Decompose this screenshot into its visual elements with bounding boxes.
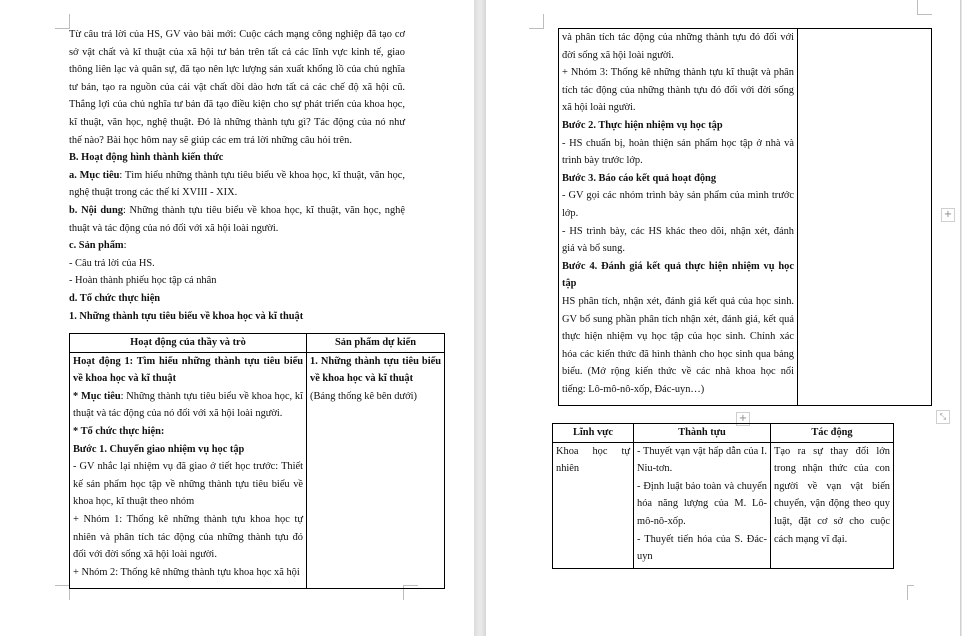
- group-2-text-end: và phân tích tác động của những thành tựu đó đối với đời sống xã hội loài người.: [562, 32, 794, 61]
- achievement-item: - Thuyết vạn vật hấp dẫn của I. Niu-tơn.: [637, 445, 767, 475]
- intro-paragraph: Từ câu trả lời của HS, GV vào bài mới: Cuộc cách mạng công nghiệp đã tạo cơ sở vật chất và kĩ thuật của xã hội tư bản trên tất cả các lĩnh vực kinh tế, giao thông liên lạc và quân sự, đã tạo nên lực lượng sản xuất khổng lồ của chủ nghĩa tư bản, tạo ra nguồn của cải vật chất dồi dào hơn tất cả các chế độ xã hội cũ. Thắng lợi của chủ nghĩa tư bản đã tạo điều kiện cho sự phát triển của khoa học, kĩ thuật, văn học, nghệ thuật. Đó là những thành tựu gì? Tác động của nó như thế nào? Bài học hôm nay sẽ giúp các em trả lời những câu hỏi trên.: [69, 29, 405, 146]
- margin-marker-top-left: [55, 14, 70, 29]
- margin-marker-bottom-right: [907, 585, 914, 600]
- product-item: - Hoàn thành phiếu học tập cá nhân: [69, 275, 217, 287]
- step-3-text-2: - HS trình bày, các HS khác theo dõi, nhận xét, đánh giá và bổ sung.: [562, 225, 794, 255]
- group-1-text: + Nhóm 1: Thống kê những thành tựu khoa học tự nhiên và phân tích tác động của những thành tựu đó đối với đời sống xã hội loài người.: [73, 513, 303, 561]
- group-2-text: + Nhóm 2: Thống kê những thành tựu khoa học xã hội: [73, 566, 300, 578]
- plus-icon: +: [943, 209, 953, 220]
- resize-icon: ⤡: [939, 412, 947, 421]
- product-paragraph: c. Sản phẩm:: [69, 240, 127, 252]
- activity-table[interactable]: [69, 333, 445, 589]
- activity-cell[interactable]: [559, 29, 798, 406]
- content-text: : Những thành tựu tiêu biểu về khoa học, kĩ thuật, văn học, nghệ thuật và tác động của nó đối với xã hội loài người.: [69, 204, 405, 234]
- objective-text: : Tìm hiểu những thành tựu tiêu biểu về khoa học, kĩ thuật, văn học, nghệ thuật trong các thế kỉ XVIII - XIX.: [69, 169, 405, 199]
- table-resize-handle[interactable]: [936, 410, 950, 424]
- achievement-item: - Thuyết tiến hóa của S. Đác-uyn: [637, 533, 767, 563]
- goal-label: * Mục tiêu: [73, 390, 121, 402]
- group-3-text: + Nhóm 3: Thống kê những thành tựu kĩ thuật và phân tích tác động của những thành tựu đó đối với đời sống xã hội loài người.: [562, 67, 794, 114]
- objective-label: a. Mục tiêu: [69, 169, 120, 181]
- content-paragraph: [69, 202, 405, 237]
- impact-cell[interactable]: Tạo ra sự thay đổi lớn trong nhận thức của con người về vạn vật biến chuyển, vận động theo quy luật, đặt cơ sở cho cuộc cách mạng vĩ đại.: [771, 442, 894, 568]
- step-1-text: - GV nhắc lại nhiệm vụ đã giao ở tiết học trước: Thiết kế sản phẩm học tập về những thành tựu tiêu biểu về khoa học, kĩ thuật theo nhóm: [73, 461, 303, 508]
- stats-header-impact: Tác động: [771, 424, 894, 443]
- add-column-button[interactable]: [941, 208, 955, 222]
- product-cell[interactable]: [798, 29, 932, 406]
- organize-heading: d. Tổ chức thực hiện: [69, 292, 161, 304]
- step-3-text-1: - GV gọi các nhóm trình bày sản phẩm của mình trước lớp.: [562, 190, 794, 219]
- achievement-item: - Định luật bảo toàn và chuyển hóa năng lượng của M. Lô-mô-nô-xốp.: [637, 480, 767, 527]
- table-header-activity: Hoạt động của thầy và trò: [70, 334, 307, 353]
- document-body-text[interactable]: [69, 26, 405, 325]
- stats-header-field: Lĩnh vực: [553, 424, 634, 443]
- section-heading-b: B. Hoạt động hình thành kiến thức: [69, 152, 224, 164]
- content-label: b. Nội dung: [69, 204, 123, 216]
- page-gap: [474, 0, 486, 636]
- plus-icon: +: [738, 413, 748, 424]
- heading-achievements: 1. Những thành tựu tiêu biểu về khoa học và kĩ thuật: [69, 310, 304, 322]
- margin-marker-top-left: [529, 14, 544, 29]
- field-cell[interactable]: Khoa học tự nhiên: [553, 442, 634, 568]
- objective-paragraph: [69, 167, 405, 202]
- step-3-heading: Bước 3. Báo cáo kết quả hoạt động: [562, 172, 717, 184]
- goal-text: : Những thành tựu tiêu biểu về khoa học, kĩ thuật và tác động của nó đối với xã hội loài người.: [73, 390, 303, 420]
- step-1-heading: Bước 1. Chuyển giao nhiệm vụ học tập: [73, 443, 245, 455]
- margin-marker-top-right: [917, 0, 932, 15]
- product-note: (Bảng thống kê bên dưới): [310, 390, 417, 402]
- document-page-right: [486, 0, 961, 636]
- product-item: - Câu trả lời của HS.: [69, 257, 155, 269]
- step-4-heading: Bước 4. Đánh giá kết quả thực hiện nhiệm vụ học tập: [562, 260, 794, 290]
- stats-header-achievement: Thành tựu: [634, 424, 771, 443]
- achievements-stats-table[interactable]: [552, 423, 894, 569]
- product-cell[interactable]: [307, 352, 445, 588]
- document-page-left: [0, 0, 474, 636]
- org-label: * Tổ chức thực hiện:: [73, 425, 165, 437]
- step-2-text: - HS chuẩn bị, hoàn thiện sản phẩm học tập ở nhà và trình bày trước lớp.: [562, 137, 794, 167]
- product-title: 1. Những thành tựu tiêu biểu về khoa học và kĩ thuật: [310, 355, 441, 385]
- step-4-text: HS phân tích, nhận xét, đánh giá kết quả của học sinh. GV bổ sung phần phân tích nhận xét, đánh giá, kết quả thực hiện nhiệm vụ học tập của học sinh. Chính xác hóa các kiến thức đã hình thành cho học sinh qua bảng biểu. (Mở rộng kiến thức về các nhà khoa học nổi tiếng: Lô-mô-nô-xốp, Đác-uyn…): [562, 295, 794, 395]
- activity-title: Hoạt động 1: Tìm hiểu những thành tựu tiêu biểu về khoa học và kĩ thuật: [73, 355, 303, 385]
- margin-marker-bottom-left: [55, 585, 70, 600]
- activity-table-continued[interactable]: [558, 28, 932, 406]
- table-row: [553, 442, 894, 568]
- table-header-product: Sản phẩm dự kiến: [307, 334, 445, 353]
- achievement-cell[interactable]: [634, 442, 771, 568]
- product-label: c. Sản phẩm: [69, 240, 124, 252]
- step-2-heading: Bước 2. Thực hiện nhiệm vụ học tập: [562, 119, 723, 131]
- activity-cell[interactable]: [70, 352, 307, 588]
